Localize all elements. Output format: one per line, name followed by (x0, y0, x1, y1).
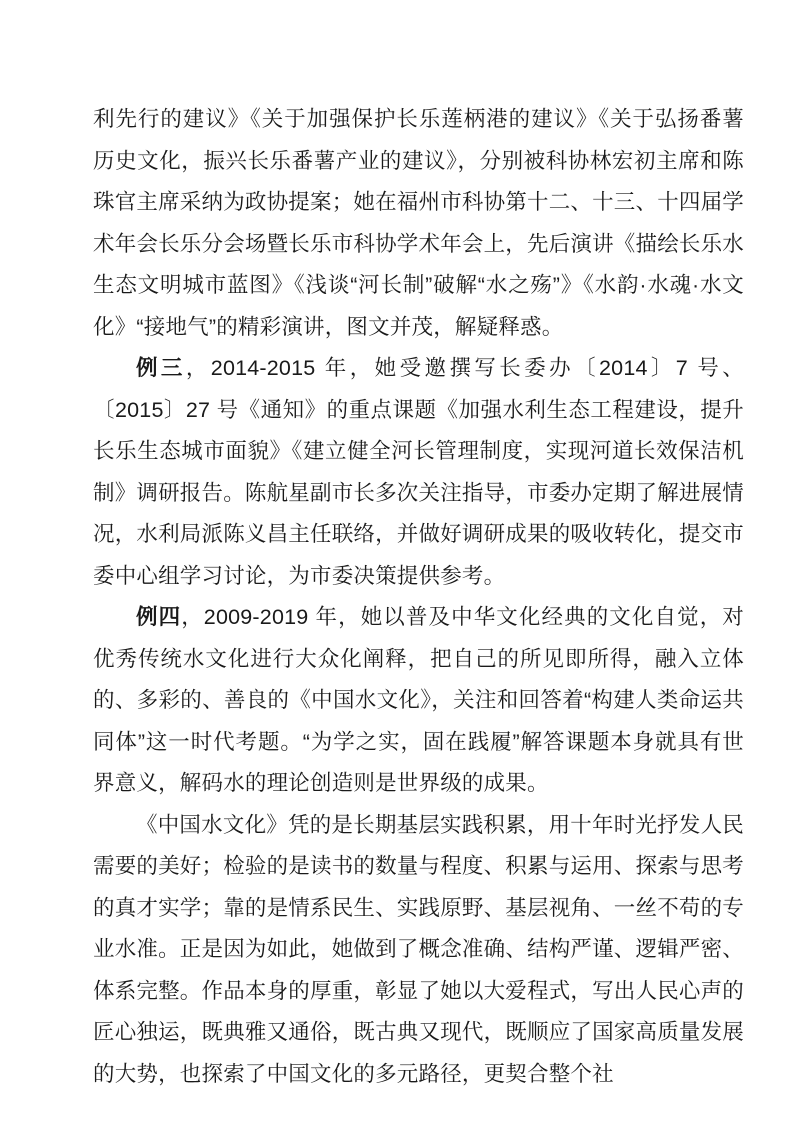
paragraph-example-4 (93, 597, 744, 805)
text-run: ，2014-2015 年，她受邀撰写长委办〔2014〕7 号、〔2015〕27 号《通知》的重点课题《加强水利生态工程建设，提升长乐生态城市面貌》《建立健全河长管理制度，实现河道长效保洁机制》调研报告。陈航星副市长多次关注指导，市委办定期了解进展情况，水利局派陈义昌主任联络，并做好调研成果的吸收转化，提交市委中心组学习讨论，为市委决策提供参考。 (93, 356, 745, 588)
paragraph-continuation (93, 99, 744, 348)
text-run: ，2009-2019 年，她以普及中华文化经典的文化自觉，对优秀传统水文化进行大众化阐释，把自己的所见即所得，融入立体的、多彩的、善良的《中国水文化》，关注和回答着“构建人类命运共同体”这一时代考题。“为学之实，固在践履”解答课题本身就具有世界意义，解码水的理论创造则是世界级的成果。 (93, 605, 744, 795)
text-run: 利先行的建议》《关于加强保护长乐莲柄港的建议》《关于弘扬番薯历史文化，振兴长乐番薯产业的建议》，分别被科协林宏初主席和陈珠官主席采纳为政协提案；她在福州市科协第十二、十三、十四届学术年会长乐分会场暨长乐市科协学术年会上，先后演讲《描绘长乐水生态文明城市蓝图》《浅谈“河长制”破解“水之殇”》《水韵·水魂·水文化》“接地气”的精彩演讲，图文并茂，解疑释惑。 (93, 107, 745, 339)
paragraph-example-3 (93, 348, 744, 597)
paragraph-china-water-culture (93, 805, 744, 1096)
document-content (93, 99, 744, 1095)
text-run: 例三 (136, 356, 186, 380)
text-run: 《中国水文化》凭的是长期基层实践积累，用十年时光抒发人民需要的美好；检验的是读书的数量与程度、积累与运用、探索与思考的真才实学；靠的是情系民生、实践原野、基层视角、一丝不苟的专业水准。正是因为如此，她做到了概念准确、结构严谨、逻辑严密、体系完整。作品本身的厚重，彰显了她以大爱程式，写出人民心声的匠心独运，既典雅又通俗，既古典又现代，既顺应了国家高质量发展的大势，也探索了中国文化的多元路径，更契合整个社 (93, 812, 745, 1086)
text-run: 例四 (136, 605, 182, 629)
